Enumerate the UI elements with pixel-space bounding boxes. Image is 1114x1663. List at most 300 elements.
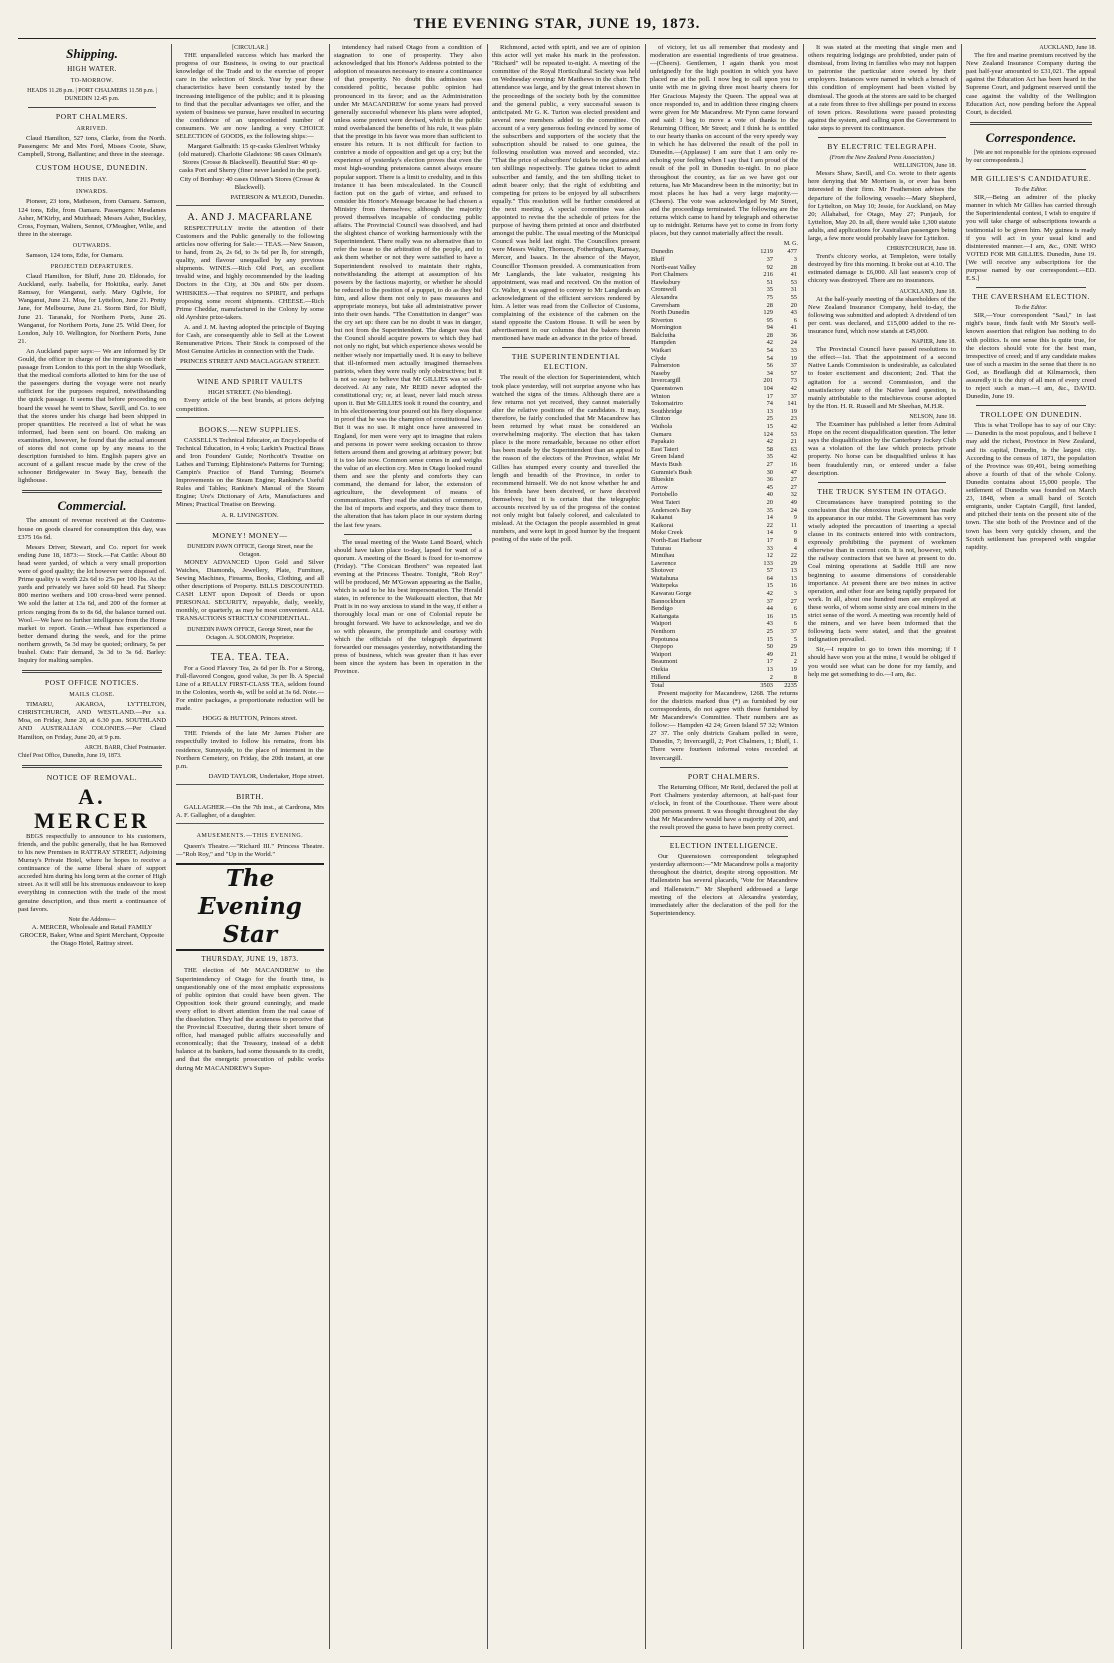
poll-row <box>650 309 798 317</box>
evening-star-title: The Evening Star <box>176 863 324 951</box>
poll-place: Beaumont <box>651 658 678 666</box>
poll-place: Cromwell <box>651 286 677 294</box>
money-heading: MONEY! MONEY— <box>212 530 288 540</box>
poll-row <box>650 431 798 439</box>
column-correspondence <box>966 44 1096 1649</box>
mails-close-label: MAILS CLOSE. <box>69 692 115 699</box>
poll-macandrew: 30 <box>766 468 773 476</box>
caversham-letter: SIR,—Your correspondent "Saul," in last night's issue, finds fault with Mr Stout's well-known assertion that religion has nothing to do with politics. Is one sense this is quite true, for the electors should vote for the best man, irrespective of creed; and if any candidate makes use of such a maxim in the sense that there is no God, as Bradlaugh did at Kilmarnock, then assuredly it is the duty of all men of every creed to reject such a man.—I am, &c., DAVID. Dunedin, June 19. <box>966 312 1096 401</box>
poll-gillies: 141 <box>787 400 797 408</box>
poll-gillies: 42 <box>790 423 797 430</box>
poll-gillies: 6 <box>793 316 797 324</box>
po-date: Chief Post Office, Dunedin, June 19, 1873. <box>18 752 122 759</box>
truck-text: Circumstances have transpired pointing to the conclusion that the obnoxious truck system has made its appearance in our midst. The Government has very wisely adopted the precaution of inserting a special clause in its contracts entered into with contractors, expressly prohibiting the payment of workmen otherwise than in current coin. It is not, however, with the railway contractors that we have at present to do. Coal mining operations at Saddle Hill are now beginning to assume dimensions of considerable importance. At present there are two mines in active operation, and other four are being rapidly prepared for work. In all, about one hundred men are employed at these works, of whom some sixty are coal miners in the strict sense of the word. A meeting was recently held of the miners, and we have been informed that the following facts were stated, and that the greatest indignation prevailed. <box>808 498 956 644</box>
mercer-footer: A. MERCER, Wholesale and Retail FAMILY GROCER, Baker, Wine and Spirit Merchant, Opposite the Otago Hotel, Rattray street. <box>19 923 165 948</box>
poll-macandrew: 13 <box>766 666 773 673</box>
this-day-label: THIS DAY. <box>76 177 108 184</box>
poll-gillies: 63 <box>790 445 797 453</box>
poll-gillies: 57 <box>790 369 797 377</box>
column-local-news <box>492 44 640 1649</box>
poll-gillies: 8 <box>793 536 797 544</box>
auckland-top-dateline: AUCKLAND, June 18. <box>1039 45 1096 51</box>
wine-heading: WINE AND SPIRIT VAULTS <box>197 377 303 387</box>
poll-macandrew: 75 <box>766 293 773 301</box>
poll-macandrew: 14 <box>766 529 773 537</box>
poll-row <box>650 324 798 332</box>
poll-row <box>650 491 798 499</box>
poll-macandrew: 74 <box>766 400 773 408</box>
projected-label: PROJECTED DEPARTURES. <box>50 264 134 271</box>
tomorrow-label: TO-MORROW. <box>70 78 114 84</box>
poll-row <box>650 476 798 484</box>
poll-place: Oamaru <box>651 430 672 438</box>
poll-place: Mornington <box>651 324 682 332</box>
column-shipping <box>18 44 166 1649</box>
council-news: The usual meeting of the Waste Land Board, which should have taken place to-day, lapsed for want of a quorum. A meeting of the Board is fixed for to-morrow (Friday). "The Corsican Brothers" was repeated last evening at the Princess Theatre. Tonight, "Rob Roy" will be produced, Mr M'Gowan appearing as the Bailie, which is said to be his best impersonation. The Herald states, in reference to the Waikouaiti election, that Mr Pratt is in no way anxious to stand in the way, if either a thoroughly local man or one of Colonial repute be brought forward. We have to acknowledge, and we do so with pleasure, the prompitude and courtesy with which the officials of the telegraph department forwarded our messages yesterday, notwithstanding the press of business, which was greater than it has ever been since the system has been in operation in the Province. <box>334 538 482 676</box>
circular-label: [CIRCULAR.] <box>232 45 268 51</box>
poll-row <box>650 560 798 568</box>
majority-text: Present majority for Macandrew, 1268. The returns for the districts marked thus (*) as furnished by our correspondents, do not agree with those furnished by Mr Macandrew's Committee. Their numbers are as follow:— Hampden 42 24; Green Island 57 32; Winton 27 37. The only districts Graham polled in were, Dunedin, 7; Invercargill, 2; Port Chalmers, 1; Bluff, 1. There were fourteen informal votes recorded at Invercargill. <box>650 689 798 762</box>
letter-text: Sir,—I require to go to town this morning; if I should have won you at the mine, I would be obliged if you would see what can be done for my family, and help me get something to do.—I am, &c. <box>808 646 956 678</box>
poll-row <box>650 499 798 507</box>
circular-text: THE unparalleled success which has marked the progress of our Business, is owing to our practical knowledge of the Trade and to the exercise of proper care in the selection of Stock. Year by year these characteristics have been constantly tested by the increasing intelligence of the public; and it is pleasing to find that the peculiar advantages we offer, and the system of business we pursue, have resulted in securing the confidence of an unprecedented number of consumers. We are now landing a very CHOICE SELECTION of GOODS, ex the following ships:— <box>176 52 324 141</box>
poll-place: West Taieri <box>651 498 680 506</box>
projected-text: Claud Hamilton, for Bluff, June 20. Eldorado, for Auckland, early. Isabella, for Hokitika, early. Janet Ramsay, for Wanganui, early. Mary Ogilvie, for Wanganui, June 21. Moa, for Lyttelton, June 21. Pretty Jane, for Melbourne, June 21. Storm Bird, for Bluff, June 21. Taranaki, for Northern Ports, June 26. Wanganui, for Northern Ports, June 25. Wild Deer, for London, July 10. Wellington, for Northern Ports, June 21. <box>18 273 166 345</box>
christchurch-dateline: CHRISTCHURCH, June 18. <box>886 246 956 253</box>
poll-gillies: 21 <box>790 650 797 658</box>
poll-macandrew: 133 <box>763 559 773 567</box>
superintendential-heading: THE SUPERINTENDENTIAL ELECTION. <box>511 352 621 372</box>
poll-gillies: 13 <box>790 574 797 582</box>
poll-macandrew: 64 <box>766 574 773 582</box>
poll-macandrew: 50 <box>766 643 773 651</box>
poll-place: Waikari <box>651 347 672 355</box>
leader-dateline: THURSDAY, JUNE 19, 1873. <box>201 955 299 964</box>
poll-place: Invercargill <box>651 377 681 385</box>
poll-macandrew: 42 <box>766 438 773 446</box>
poll-row <box>650 628 798 636</box>
poll-row <box>650 317 798 325</box>
poll-macandrew: 42 <box>766 590 773 598</box>
poll-macandrew: 15 <box>766 635 773 643</box>
poll-row <box>650 552 798 560</box>
poll-gillies: 9 <box>793 514 797 522</box>
poll-gillies: 42 <box>790 453 797 461</box>
poll-gillies: 33 <box>790 347 797 355</box>
poll-place: Nenthorn <box>651 628 676 636</box>
poll-place: Queenstown <box>651 385 683 393</box>
poll-place: Clyde <box>651 354 667 362</box>
poll-place: Bendigo <box>651 605 673 613</box>
poll-macandrew: 2 <box>769 673 773 681</box>
poll-row <box>650 377 798 385</box>
poll-place: Waitahuna <box>651 574 679 582</box>
poll-macandrew: 20 <box>766 498 773 506</box>
poll-gillies: 73 <box>790 377 797 385</box>
poll-place: Naseby <box>651 369 671 377</box>
poll-gillies: 21 <box>790 438 797 446</box>
poll-gillies: 24 <box>790 339 797 347</box>
poll-row <box>650 302 798 310</box>
poll-row <box>650 339 798 347</box>
christchurch-text: Trent's chicory works, at Templeton, were totally destroyed by fire this morning. It broke out at 4.10. The estimated damage is £6,000. All last season's crop of chicory was destroyed. There are no insurances. <box>808 253 956 285</box>
correspondence-heading: Correspondence. <box>985 129 1077 145</box>
poll-place: Popotunoa <box>651 635 679 643</box>
birth-heading: BIRTH. <box>236 791 264 801</box>
poll-place: Otepopo <box>651 643 674 651</box>
poll-gillies: 42 <box>790 385 797 393</box>
poll-row <box>650 658 798 666</box>
post-office-heading: POST OFFICE NOTICES. <box>44 678 140 688</box>
poll-row <box>650 469 798 477</box>
poll-gillies: 31 <box>790 286 797 294</box>
poll-macandrew: 37 <box>766 597 773 605</box>
poll-row <box>650 545 798 553</box>
nelson-dateline: NELSON, June 18. <box>909 413 956 420</box>
poll-row <box>650 484 798 492</box>
election-intelligence-heading: ELECTION INTELLIGENCE. <box>669 841 779 851</box>
poll-gillies: 8 <box>793 673 797 681</box>
postmaster: ARCH. BARR, Chief Postmaster. <box>84 744 166 751</box>
column-leader <box>334 44 482 1649</box>
poll-row <box>650 461 798 469</box>
tides-table: HEADS 11.28 p.m. | PORT CHALMERS 11.58 p.m. | DUNEDIN 12.45 p.m. <box>27 88 157 103</box>
poll-row <box>650 567 798 575</box>
wine-subheading: HIGH STREET. (No blending). <box>208 389 292 397</box>
poll-row <box>650 620 798 628</box>
poll-macandrew: 56 <box>766 362 773 370</box>
to-editor-label: To the Editor. <box>1014 187 1048 194</box>
poll-macandrew: 28 <box>766 331 773 339</box>
money-text: MONEY ADVANCED Upon Gold and Silver Watches, Diamonds, Jewellery, Plate, Furniture, Sewing Machines, Firearms, Books, Clothing, and all other descriptions of Property. BILLS DISCOUNTED. CASH LENT upon Deposit of Deeds or upon PERSONAL SECURITY, repayable, daily, weekly, monthly, or quarterly, as may be most convenient. ALL TRANSACTIONS STRICTLY CONFIDENTIAL. <box>176 558 324 623</box>
poll-place: Waipori <box>651 620 672 628</box>
poll-place: Caversham <box>651 301 680 309</box>
poll-header: M. G. <box>783 241 798 248</box>
poll-gillies: 16 <box>790 582 797 590</box>
poll-row <box>650 286 798 294</box>
poll-macandrew: 35 <box>766 453 773 461</box>
commercial-heading: Commercial. <box>57 498 127 514</box>
poll-place: Winton <box>651 392 670 400</box>
poll-place: Bluff <box>651 255 665 263</box>
poll-place: Shotover <box>651 567 675 575</box>
poll-macandrew: 35 <box>766 286 773 294</box>
outwards-text: Samson, 124 tons, Edie, for Oamaru. <box>26 251 124 259</box>
mails-text: TIMARU, AKAROA, LYTTELTON, CHRISTCHURCH, AND WESTLAND.—Per s.s. Moa, on Friday, June 20, at 6.30 p.m. SOUTHLAND AND AUSTRALIAN COLONIES.—Per Claud Hamilton, on Friday, June 20, at 9 p.m. <box>18 701 166 741</box>
macfarlane-heading: A. AND J. MACFARLANE <box>187 211 313 223</box>
poll-place: Waitepeka <box>651 582 678 590</box>
superintendential-text: The result of the election for Superintendent, which took place yesterday, will not surprise anyone who has watched the signs of the times. Although there are a few returns not yet received, they cannot materially alter the relative positions of the candidates. It may, therefore, be fairly concluded that Mr Macandrew has been returned by what must be considered an overwhelming majority. The election that has taken place is the more remarkable, because no other effort has been made by the Superintendent than an appeal to the reason of the electors of the Province, whilst Mr Gillies has stumped every county and travelled the length and breadth of the Province, in order to recommend himself. We do not know whether he and his friends have been deceived, or have deceived themselves; but it is certain that the telegraphic accounts received by us of the progress of the contest not only might but falsely colored, and calculated to mislead. At the Octagon the people assembled in great numbers, and were kept in good humor by the frequent posting of the state of the poll. <box>492 374 640 544</box>
poll-place: Southbridge <box>651 407 683 415</box>
poll-macandrew: 33 <box>766 544 773 552</box>
inwards-text: Pioneer, 23 tons, Matheson, from Oamaru. Samson, 124 tons, Edie, from Oamaru. Passengers: Mesdames Asher, M'Kirby, and Muirhead; Messrs Asher, Buckley, Cross, Foyman, Walters, Sennot, O'Meagher, Wilie, and three in the steerage. <box>18 198 166 238</box>
poll-place: Balclutha <box>651 331 676 339</box>
funeral-notice: THE Friends of the late Mr James Fisher are respectfully invited to follow his remains, from his residence, Sunnyside, to the place of interment in the Northern Cemetery, on Friday, the 20th instant, at one p.m. <box>176 730 324 770</box>
poll-place: Hawksbury <box>651 278 681 286</box>
poll-macandrew: 92 <box>766 263 773 271</box>
poll-macandrew: 22 <box>766 521 773 529</box>
poll-place: Waihola <box>651 423 673 430</box>
poll-macandrew: 12 <box>766 552 773 560</box>
poll-macandrew: 201 <box>763 377 773 385</box>
poll-gillies: 15 <box>790 612 797 620</box>
wellington-dateline: WELLINGTON, June 18. <box>893 163 956 170</box>
poll-gillies: 32 <box>790 491 797 499</box>
poll-macandrew: 94 <box>766 324 773 332</box>
poll-gillies: 477 <box>787 248 797 256</box>
livingston-signature: A. R. LIVINGSTON. <box>221 511 279 519</box>
poll-macandrew: 27 <box>766 460 773 468</box>
poll-macandrew: 54 <box>766 347 773 355</box>
poll-gillies: 23 <box>790 415 797 423</box>
poll-gillies: 29 <box>790 559 797 567</box>
amusements-text: Queen's Theatre.—"Richard III." Princess Theatre.—"Rob Roy," and "Up in the World." <box>176 843 324 859</box>
poll-macandrew: 28 <box>766 301 773 309</box>
poll-row <box>650 529 798 537</box>
poll-row <box>650 271 798 279</box>
poll-row <box>650 605 798 613</box>
poll-row <box>650 415 798 423</box>
poll-macandrew: 17 <box>766 392 773 400</box>
poll-macandrew: 15 <box>766 423 773 430</box>
masthead: THE EVENING STAR, JUNE 19, 1873. <box>18 12 1096 39</box>
poll-gillies: 27 <box>790 597 797 605</box>
poll-gillies: 9 <box>793 529 797 537</box>
poll-place: Anderson's Bay <box>651 506 692 514</box>
poll-place: Tokomairiro <box>651 400 683 408</box>
poll-macandrew: 40 <box>766 491 773 499</box>
removal-heading: NOTICE OF REMOVAL. <box>46 772 138 782</box>
poll-place: Portobello <box>651 491 678 499</box>
poll-place: Otekia <box>651 666 669 673</box>
poll-gillies: 53 <box>790 278 797 286</box>
poll-macandrew: 49 <box>766 650 773 658</box>
arrived-label: ARRIVED. <box>76 126 108 133</box>
poll-place: Blueskin <box>651 476 674 484</box>
poll-macandrew: 95 <box>766 316 773 324</box>
solomon-signature: DUNEDIN PAWN OFFICE, George Street, near the Octagon. A. SOLOMON, Proprietor. <box>187 626 313 641</box>
poll-gillies: 36 <box>790 331 797 339</box>
poll-gillies: 2 <box>793 658 797 666</box>
poll-gillies: 47 <box>790 468 797 476</box>
poll-macandrew: 124 <box>763 430 773 438</box>
pawn-office-title: DUNEDIN PAWN OFFICE, George Street, near the Octagon. <box>187 543 313 558</box>
poll-place: Tuturau <box>651 544 672 552</box>
poll-row <box>650 423 798 431</box>
poll-gillies: 19 <box>790 354 797 362</box>
poll-macandrew: 129 <box>763 309 773 317</box>
poll-gillies: 41 <box>790 271 797 279</box>
poll-row <box>650 370 798 378</box>
correspondence-note: [We are not responsible for the opinions expressed by our correspondents.] <box>966 149 1096 164</box>
poll-row <box>650 332 798 340</box>
poll-macandrew: 58 <box>766 445 773 453</box>
poll-macandrew: 54 <box>766 354 773 362</box>
wine-text: Every article of the best brands, at prices defying competition. <box>176 397 324 413</box>
poll-macandrew: 45 <box>766 483 773 491</box>
poll-place: Green Island <box>651 453 684 461</box>
poll-place: Lawrence <box>651 559 677 567</box>
poll-row <box>650 590 798 598</box>
auckland-top-text: The fire and marine premium received by the New Zealand Insurance Company during the past half-year amounted to £31,021. The appeal against the Education Act has been heard in the Supreme Court, and judgment reserved until the case against the validity of the Wellington Education Act, now pending before the Appeal Court, is decided. <box>966 52 1096 116</box>
to-editor-label-2: To the Editor. <box>1014 305 1048 312</box>
poll-macandrew: 16 <box>766 612 773 620</box>
nelson-text: The Examiner has published a letter from Admiral Hope on the recent disqualification question. The letter says the disqualification by the Canterbury Jockey Club was a violation of the law which protects private property. No horse can be disqualified unless it has been fraudulently run, or entered under a false description. <box>808 421 956 477</box>
poll-place: Alexandra <box>651 293 678 301</box>
column-truck-system <box>808 44 956 1649</box>
poll-row <box>650 355 798 363</box>
trollope-heading: TROLLOPE ON DUNEDIN. <box>979 410 1083 420</box>
poll-macandrew: 35 <box>766 506 773 514</box>
poll-gillies: 27 <box>790 483 797 491</box>
poll-gillies: 6 <box>793 605 797 613</box>
poll-place: Riverton <box>651 316 674 324</box>
poll-macandrew: 51 <box>766 278 773 286</box>
poll-gillies: 5 <box>793 635 797 643</box>
poll-gillies: 49 <box>790 498 797 506</box>
gillies-heading: MR GILLIES'S CANDIDATURE. <box>970 174 1092 184</box>
poll-macandrew: 34 <box>766 369 773 377</box>
poll-macandrew: 57 <box>766 567 773 575</box>
ships-list: Margaret Galbraith: 15 qr-casks Glenlivet Whisky (old matured). Charlotte Gladstone: 98 cases Oilman's Stores (Crosse & Blackwell). Beautiful Star: 40 qr-casks Port and Sherry (finer never landed in the port). City of Bombay: 40 cases Oilman's Stores (Crosse & Blackwell). <box>178 143 322 191</box>
poll-place: Gummie's Bush <box>651 468 692 476</box>
princes-street: PRINCES STREET AND MACLAGGAN STREET. <box>180 358 320 366</box>
poll-row <box>650 651 798 659</box>
caversham-heading: THE CAVERSHAM ELECTION. <box>971 292 1091 302</box>
poll-row <box>650 385 798 393</box>
birth-text: GALLAGHER.—On the 7th inst., at Cardrona, Mrs A. F. Gallagher, of a daughter. <box>176 803 324 820</box>
books-heading: BOOKS.—NEW SUPPLIES. <box>198 424 302 434</box>
shipping-heading: Shipping. <box>66 46 118 61</box>
macfarlane-text: RESPECTFULLY invite the attention of their Customers and the Public generally to the following articles now offering for Sale:— TEAS.—New Season, to hand, from 2s, 2s 6d, to 3s 6d per lb, for strength, quality, and flavour unequalled by any previous shipments. WINES.—Rich Old Port, an excellent invalid wine, and highly recommended by the leading Doctors in the City, at 30s and 60s per dozen. WHISKIES.—That requires no SPIRIT, and perhaps proposing some recent shipments. CHEESE.—Rich Prime Cheddar, manufactured in the Colony by some old Ayrshire prize-takers. <box>176 224 324 321</box>
election-intelligence-text: Our Queenstown correspondent telegraphed yesterday afternoon:—"Mr Macandrew polls a majority throughout the district, despite strong opposition. Mr Hallenstein has several placards, 'Vote for Macandrew and Hallenstein.'" Mr Shepherd addressed a large meeting of the electors at Alexandra yesterday, immediately after the declaration of the poll for the Superintendency. <box>650 853 798 917</box>
poll-row <box>650 537 798 545</box>
poll-gillies: 43 <box>790 309 797 317</box>
shipping-news: An Auckland paper says:— We are informed by Dr Gould, the officer in charge of the immigrants on their passage from London to this port in the ship Woodlark, that the medical comforts allotted to him for the use of the passengers during the voyage were not nearly sufficient for the purposes required, notwithstanding the quick passage. It seems that before proceeding on board the vessel he went to Shaw, Savill, and Co. to see that the stores under his charge had been shipped in proper quantities. He received a list of what he was informed, had been sent on board. On making an examination, however, he found that the actual amount of stores did not come up by any means to the description furnished to him. English papers give an account of a gallant rescue made by the crew of the schooner Bridgewater in Sway Bay, beneath the lighthouse. <box>18 347 166 485</box>
poll-row <box>650 674 798 682</box>
inwards-label: INWARDS. <box>75 189 109 196</box>
poll-row <box>650 598 798 606</box>
commercial-text: The amount of revenue received at the Customs-house on goods cleared for consumption this day, was £375 16s 6d. <box>18 517 166 541</box>
wellington-text: Messrs Shaw, Savill, and Co. wrote to their agents here denying that Mr Morrison is, or ever has been interested in their firm. Mr Featherston advises the departure of the following vessels:—Mary Shepherd, for Lyttelton, on May 10; Jessie, for Auckland, on May 20; Allahabad, for Otago, May 27; Punjaub, for Lyttelton, May 20. In all, there would take 1,300 statute adults, and applications for Australian passengers being large, a few more would probably leave for Lyttelton. <box>808 170 956 242</box>
poll-row <box>650 636 798 644</box>
telegraph-source: (From the New Zealand Press Association.) <box>829 155 935 162</box>
poll-row <box>650 613 798 621</box>
paterson-signature: PATERSON & M'LEOD, Dunedin. <box>230 193 324 201</box>
auckland-dateline: AUCKLAND, June 18. <box>899 288 956 295</box>
poll-place: Port Chalmers <box>651 271 688 279</box>
poll-gillies: 37 <box>790 628 797 636</box>
napier-text: The Provincial Council have passed resolutions to the effect—1st. That the appointment of a second Native Lands Commission is undesirable, as calculated to foster excitement and discontent; 2nd. That the agitation for a second Commission, and the unsatisfactory state of the Native land question, is mainly attributable to the mischievous course adopted by the Hon. H. R. Russell and Mr Sheehan, M.H.R. <box>808 346 956 410</box>
poll-row <box>650 347 798 355</box>
poll-gillies: 13 <box>790 567 797 575</box>
poll-place: Mimihau <box>651 552 675 560</box>
trollope-text: This is what Trollope has to say of our City:— Dunedin is the most populous, and I believe I may add the richest, Province in New Zealand, and its capital, Dunedin, is the largest city. According to the census of 1871, the population of the Province was 69,491, being something above a fourth of that of the whole Colony. Dunedin contains about 15,000 people. The settlement of Dunedin was founded on March 23, 1848, when a small band of Scotch emigrants, under Captain Cargill, first landed, and pitched their tents on the present site of the town. The site both of the Province and of the town has been very quickly chosen, and the Scotch settlement has prospered with singular rapidity. <box>966 422 1096 551</box>
poll-place: Waipori <box>651 650 672 658</box>
truck-intro: It was stated at the meeting that single men and others requiring lodgings are prohibited, under pain of dismissal, from living in families who may not happen to patronise the particular store owned by their employers. Instances were named in which a breach of this condition of employment had been visited by dismissal. The goods at the stores are said to be charged at a rate from three to five shillings per pound in excess of town prices. Resolutions were passed protesting against the system, and calling upon the Government to take steps to prevent its continuance. <box>808 44 956 132</box>
poll-gillies: 53 <box>790 430 797 438</box>
poll-row <box>650 522 798 530</box>
poll-macandrew: 42 <box>766 339 773 347</box>
poll-row <box>650 248 798 256</box>
poll-gillies: 19 <box>790 666 797 673</box>
high-water-heading: HIGH WATER. <box>67 65 117 73</box>
note-address: Note the Address— <box>68 916 116 923</box>
port-chalmers-news-heading: PORT CHALMERS. <box>687 771 761 781</box>
poll-gillies: 6 <box>793 620 797 628</box>
poll-row <box>650 408 798 416</box>
poll-row <box>650 256 798 264</box>
poll-macandrew: 25 <box>766 415 773 423</box>
poll-place: North-East Harbour <box>651 536 702 544</box>
poll-gillies: 37 <box>790 362 797 370</box>
poll-place: Kakanui <box>651 514 673 522</box>
poll-place: Bannockburn <box>651 597 686 605</box>
napier-dateline: NAPIER, June 18. <box>911 339 956 346</box>
poll-place: East Taieri <box>651 445 679 453</box>
poll-row <box>650 362 798 370</box>
election-speech: of victory, let us all remember that modesty and moderation are essential ingredients of true greatness.—(Cheers). Gentlemen, I again thank you most unfeignedly for the high position in which you have placed me at the poll. I now beg to call upon you to unite with me in giving three most hearty cheers for Her Gracious Majesty the Queen. The appeal was at once responded to, and in addition three ringing cheers were given for Mr Macandrew. Mr Fynn came forward and said: I beg to move a vote of thanks to the Returning Officer, Mr Street; and I think he is entitled to our hearty thanks on account of the very speedy way in which he has delivered the result of the poll in Dunedin.—(Applause) I am sure that I am only re-echoing your feeling when I say that I am proud of the result of the poll in Dunedin to-night. In no place throughout the country, as far as we have got our returns, has Mr Macandrew been in the minority; but in most places he has had a very large majority.—(Cheers). The vote was acknowledged by Mr Street, and the proceedings terminated. The following are the returns which came to hand by telegraph and otherwise up to midnight. Returns have yet to come in from forty places, but they cannot materially affect the result. <box>650 44 798 238</box>
tea-heading: TEA. TEA. TEA. <box>210 651 290 663</box>
commercial-report: Messrs Driver, Stewart, and Co. report for week ending June 18, 1873:— Stock.—Fat Cattle: About 80 head were yarded, of which a very small proportion were of good quality; the lot however were disposed of. Prime quality is worth 22s 6d to 25s per 100 lbs. At the yards and privately we have sold 60 head. Fat Sheep: 800 merino wethers and 100 cross-bred were penned. We sold the latter at 13s 6d, and 200 of the former at prices ranging from 8s to 8s 6d, the balance turned out. Wool.—We have no further intelligence from the Home market to report. Grain.—Wheat has experienced a better demand during the week, and for the prime northern growth, 5s 3d may be quoted; ordinary, 5s per bushel. Oats: Fair demand, 3s 3d to 3s 6d. Barley: Inquiry for malting samples. <box>18 543 166 665</box>
poll-place: Hampden <box>651 339 676 347</box>
poll-macandrew: 13 <box>766 407 773 415</box>
poll-row <box>650 666 798 674</box>
poll-place: North-east Valley <box>651 263 696 271</box>
gillies-letter: SIR,—Being an admirer of the plucky manner in which Mr Gillies has carried through the Superintendental contest, I wish to enquire if you will take charge of subscriptions towards a testimonial to be given him. My guinea is ready if you will act in your usual kind and disinterested manner.—I am, &c., ONE WHO VOTED FOR MR GILLIES. Dunedin, June 19. [We will receive any subscriptions for the purpose named by our correspondent.—ED. E.S.] <box>966 194 1096 283</box>
poll-row <box>650 446 798 454</box>
arrived-text: Claud Hamilton, 527 tons, Clarke, from the North. Passengers: Mr and Mrs Ford, Misses Coote, Shaw, Campbell, Strong, Ballantine; and three in the steerage. <box>18 135 166 159</box>
poll-gillies: 55 <box>790 293 797 301</box>
poll-gillies: 3 <box>793 590 797 598</box>
poll-place: North Dunedin <box>651 309 690 317</box>
mercer-text: BEGS respectfully to announce to his customers, friends, and the public generally, that he has Removed to his new Premises in RATTRAY STREET, Adjoining Murray's Private Hotel, where he hopes to receive a continuance of the same liberal share of support accorded him during his long term at the corner of High street. As it will still be his strenuous endeavour to keep everything in connection with the trade of the most genuine description, and thus merit a continuance of past favors. <box>18 832 166 913</box>
poll-row <box>650 575 798 583</box>
poll-place: Kawarau Gorge <box>651 590 692 598</box>
poll-macandrew: 25 <box>766 628 773 636</box>
poll-macandrew: 216 <box>763 271 773 279</box>
poll-gillies: 4 <box>793 544 797 552</box>
poll-row <box>650 279 798 287</box>
poll-row <box>650 400 798 408</box>
telegraph-heading: BY ELECTRIC TELEGRAPH. <box>827 142 937 152</box>
leader-text: intendency had raised Otago from a condition of stagnation to one of prosperity. They also acknowledged that his Honor's Address pointed to the adoption of measures necessary to ensure a continuance of that prosperity. No doubt this admission was considered politic, because public opinion had pronounced in its favor; and as the Administration under Mr MACANDREW for some years had proved generally successful whenever his plans were adopted, unless some pretext were devised, which in the public mind overbalanced the benefits of his rule, it was plain that the prestige in his favor was more than sufficient to ensure his return. It is not difficult for faction to contrive a mode of opposition and get up a cry; but the experience of yesterday's election proves that even the most high-sounding pretensions cannot always ensure popular support. There is a limit to credulity, and in this instance it has been miscalculated. In the Council faction put on the garb of virtue, and refused to consider his Honor's Message because he had chosen a Ministry from themselves; although the majority proved themselves incapable of conducting public affairs. The Provincial Council was dissolved, and had the slightest chance of working harmoniously with the Superintendent. There really was no alternative than to refer the issue to the arbitration of the people, and to ask them whether or not they were satisfied to have a Superintendent resolved to maintain their rights, notwithstanding the attempt at assumption of his powers by the factious majority, or whether he should be reduced to the position of a puppet, to do as they bid him, and allow them not only to pass measures and appropriate moneys, but take all administrative power into their own hands. "The Constitution in danger" was the cry set up: there can be no doubt it was in danger, but not from the Superintendent. The danger was that the Council should acquire powers to which they had not only no right, but which experience shows would be neither wisely nor impartially used. It is easy to believe that ill-informed men actually imagined themselves patriots, when they were really only obstructives; but it is not so easy to believe that Mr GILLIES was so self-deceived. At any rate, Mr REID never adopted the constitutional cry; or, at least, never laid much stress upon it. But Mr GILLIES took it round the country, and in his electioneering tour poured out his fiery eloquence in proof that he was the champion of constitutional law. But it was no use. It might once have answered in England, for men were very apt to imagine that rulers and persons in power were seeking occasion to throw fetters around them and growing at arbitrary power; but it is too late now. Common sense comes in and weighs the value of an election cry. Men in Otago looked round them and see the plenty and comforts they can command, the demand for labor, the extension of agriculture, the development of means of communication. They read the statistics of commerce, the list of imports and exports, and they trace them to the alteration that has taken place in our system during the last few years. <box>334 44 482 529</box>
poll-gillies: 27 <box>790 476 797 484</box>
port-chalmers-news: The Returning Officer, Mr Reid, declared the poll at Port Chalmers yesterday afternoon, at half-past four o'clock, in front of the Courthouse. There were about 200 persons present. It was thought throughout the day that Mr Macandrew would have a majority of 200, and the result proved the guess to have been pretty correct. <box>650 783 798 832</box>
poll-place: Kaikorai <box>651 521 674 529</box>
tea-text: For a Good Flavory Tea, 2s 6d per lb. For a Strong, Full-flavored Congou, good value, 3s per lb. A Special Line of a REALLY FIRST-CLASS TEA, seldom found in the Colonies, worth 4s, will be sold at 3s 6d. Note.—For entire packages, a proportionate reduction will be made. <box>176 664 324 713</box>
poll-row <box>650 264 798 272</box>
poll-macandrew: 104 <box>763 385 773 393</box>
poll-row <box>650 393 798 401</box>
poll-place: Arrow <box>651 483 668 491</box>
poll-row <box>650 643 798 651</box>
poll-place: Mavis Bush <box>651 460 682 468</box>
column-election-returns <box>650 44 798 1649</box>
poll-place: Hillend <box>651 673 671 681</box>
macfarlane-footer: A. and J. M. having adopted the principle of Buying for Cash, are consequently able to Sell at the Lowest Remunerative Prices. Their Stock is composed of the Most Genuine Articles in connection with the Trade. <box>176 323 324 356</box>
poll-place: Kaitangata <box>651 612 679 620</box>
poll-place: Clinton <box>651 415 671 423</box>
poll-gillies: 19 <box>790 407 797 415</box>
poll-macandrew: 36 <box>766 476 773 484</box>
poll-place: Moke Creek <box>651 529 683 537</box>
port-chalmers-heading: PORT CHALMERS. <box>55 112 129 122</box>
poll-gillies: 24 <box>790 506 797 514</box>
custom-house-heading: CUSTOM HOUSE, DUNEDIN. <box>35 163 149 173</box>
poll-macandrew: 17 <box>766 536 773 544</box>
taylor-signature: DAVID TAYLOR, Undertaker, Hope street. <box>208 772 324 780</box>
